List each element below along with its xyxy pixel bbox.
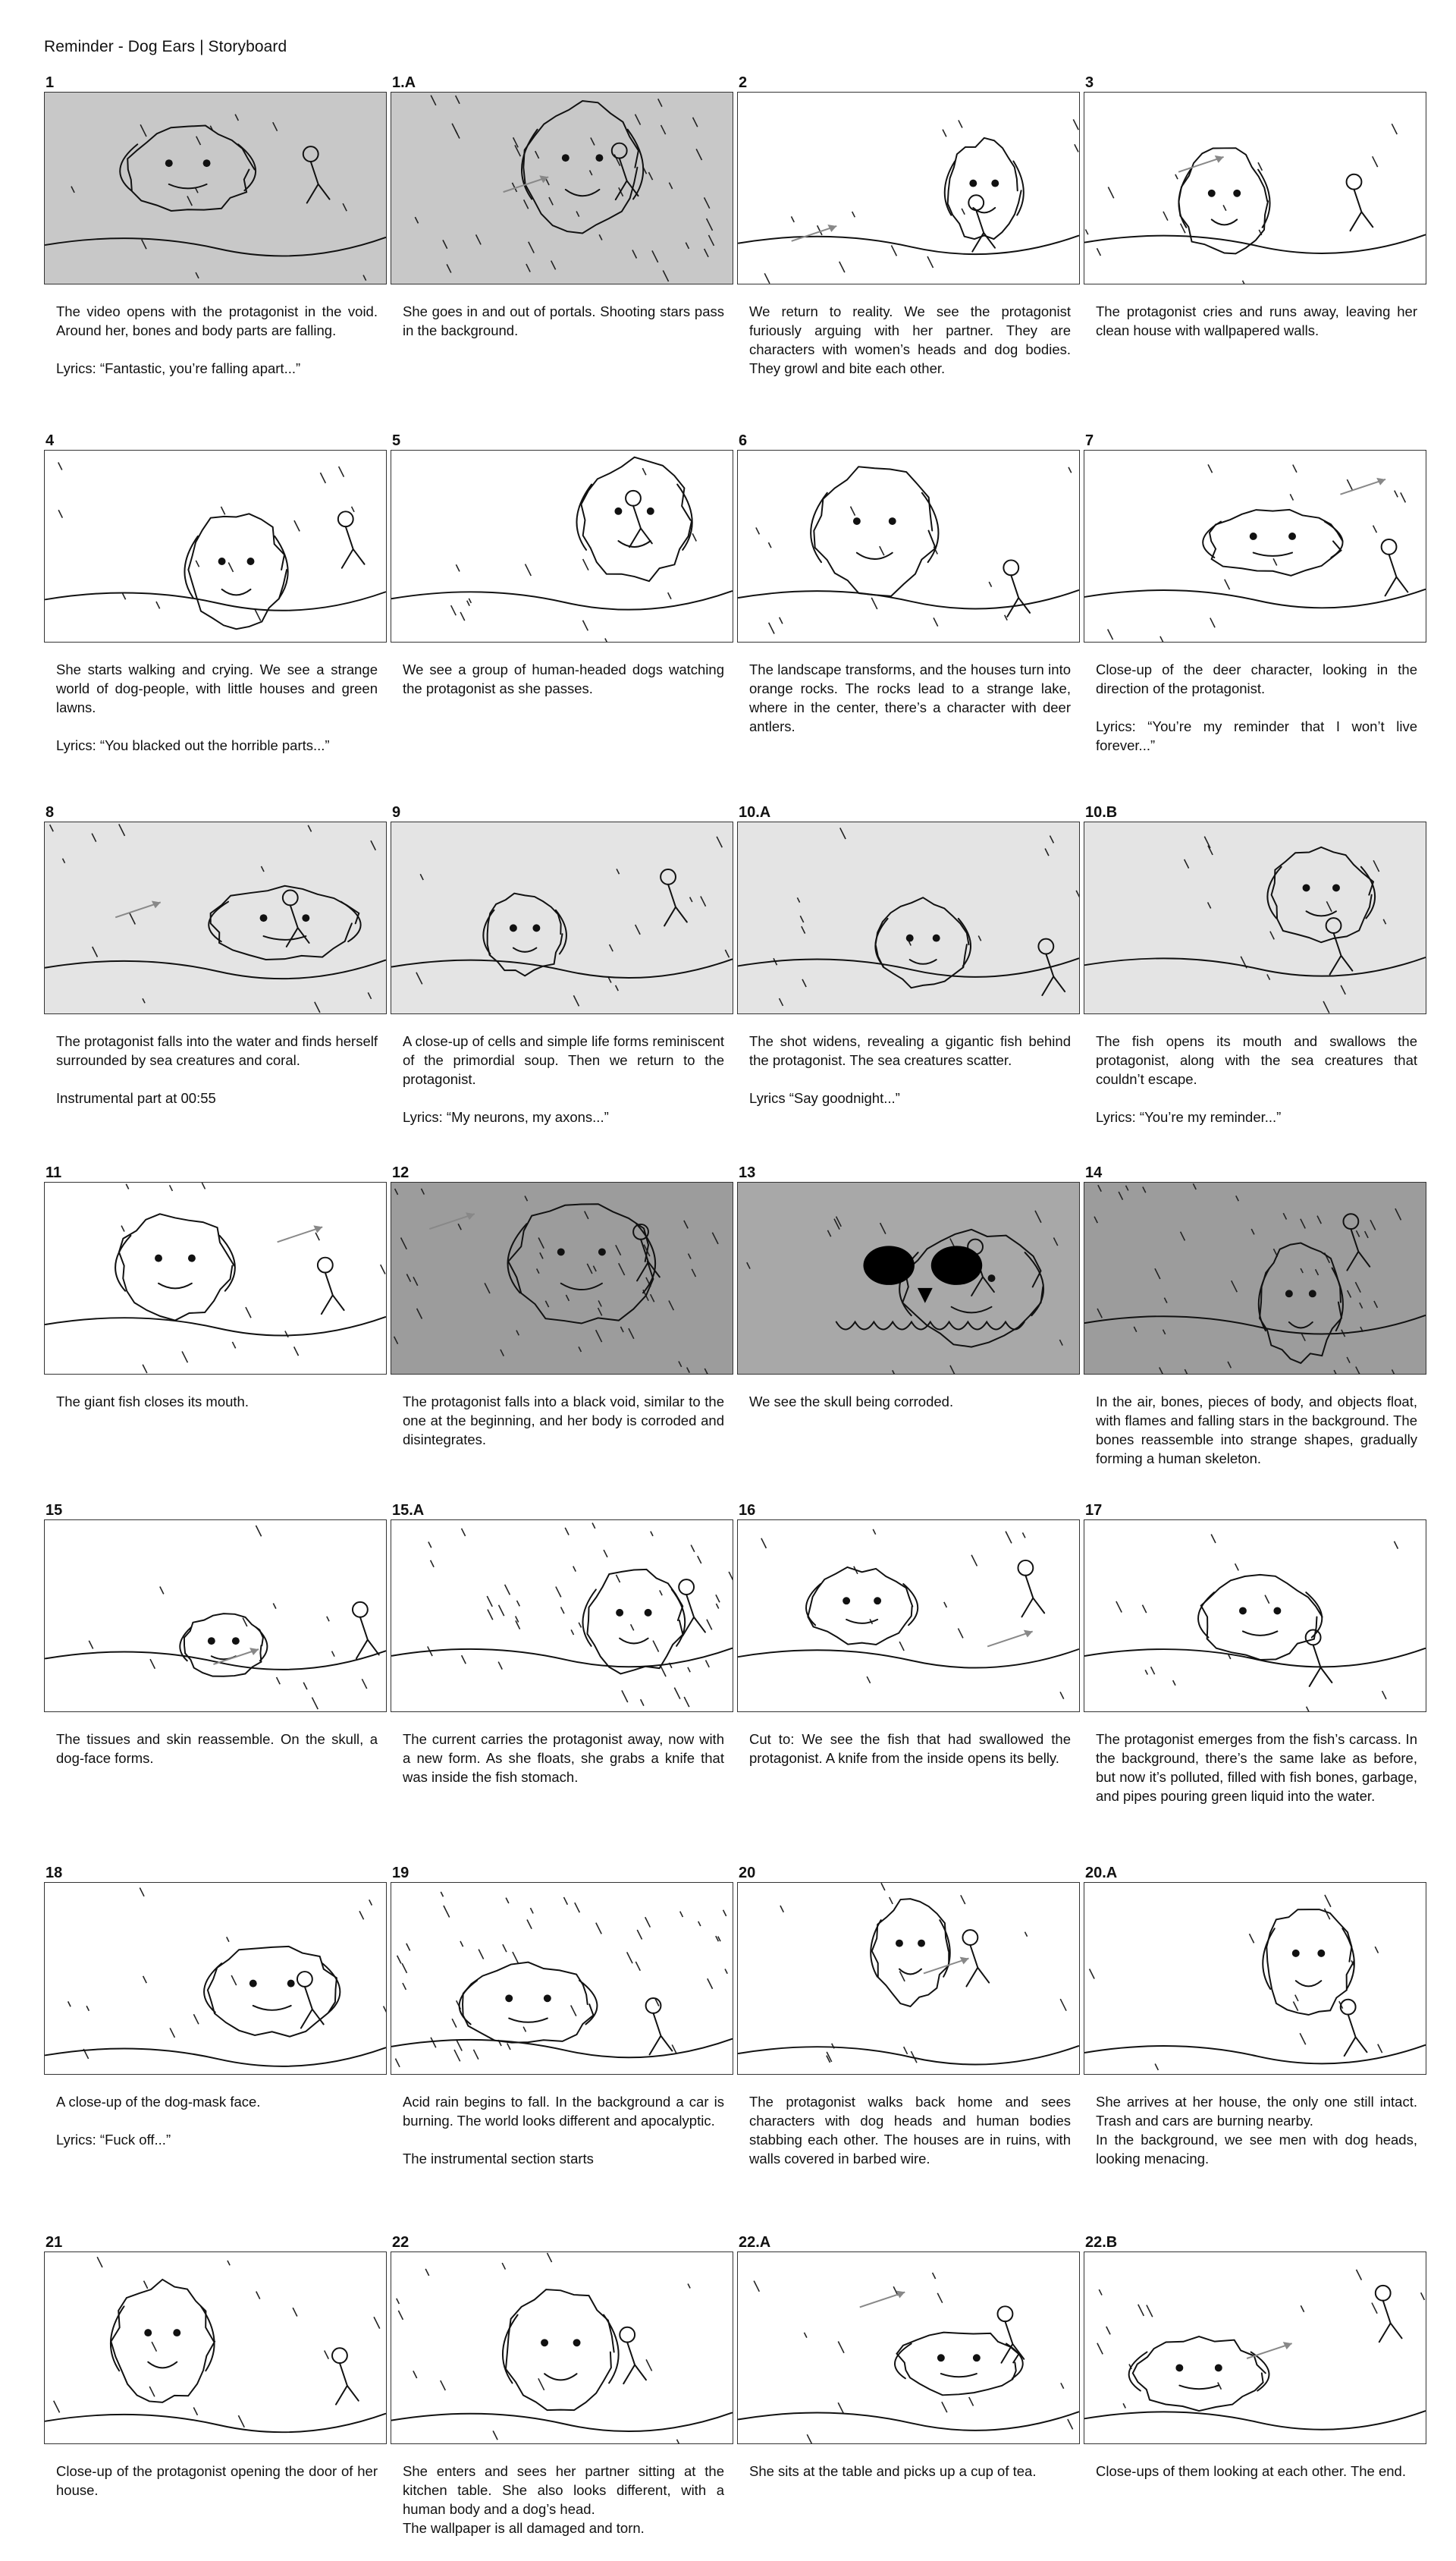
- panel-caption: The shot widens, revealing a gigantic fish behind the protagonist. The sea creatures scatter. Lyrics “Say goodnight...”: [749, 1033, 1071, 1106]
- panel-number: 1.A: [392, 74, 416, 91]
- panel-sketch-drawing: [45, 1183, 386, 1374]
- panel-sketch-drawing: [738, 93, 1079, 284]
- panel-sketch-frame: [391, 822, 733, 1014]
- panel-caption: A close-up of the dog-mask face. Lyrics: “Fuck off...”: [56, 2094, 261, 2148]
- panel-sketch-frame: [44, 2251, 387, 2444]
- panel-sketch-drawing: [45, 1520, 386, 1711]
- panel-number: 19: [392, 1865, 410, 1881]
- panel-number: 1: [46, 74, 55, 91]
- panel-sketch-frame: [1084, 1182, 1426, 1375]
- panel-caption: We see a group of human-headed dogs watching the protagonist as she passes.: [403, 661, 724, 696]
- panel-caption: In the air, bones, pieces of body, and objects float, with flames and falling stars in the background. The bones reassemble into strange shapes, gradually forming a human skeleton.: [1096, 1394, 1417, 1466]
- panel-sketch-drawing: [1084, 2252, 1426, 2443]
- panel-sketch-drawing: [738, 451, 1079, 642]
- panel-caption: The landscape transforms, and the houses turn into orange rocks. The rocks lead to a strange lake, where in the center, there’s a character with deer antlers.: [749, 661, 1071, 734]
- panel-caption: Close-up of the deer character, looking in the direction of the protagonist. Lyrics: “You’re my reminder that I won’t live forever...”: [1096, 661, 1417, 753]
- panel-sketch-drawing: [1084, 451, 1426, 642]
- panel-number: 3: [1085, 74, 1094, 91]
- panel-sketch-drawing: [45, 93, 386, 284]
- panel-sketch-drawing: [391, 451, 733, 642]
- panel-caption: She arrives at her house, the only one still intact. Trash and cars are burning nearby. In the background, we see men with dog heads, looking menacing.: [1096, 2094, 1417, 2167]
- panel-caption: Close-ups of them looking at each other. The end.: [1096, 2463, 1406, 2479]
- panel-sketch-frame: [391, 1882, 733, 2075]
- panel-sketch-frame: [391, 450, 733, 643]
- panel-sketch-drawing: [391, 2252, 733, 2443]
- panel-number: 5: [392, 432, 401, 449]
- panel-caption: Acid rain begins to fall. In the background a car is burning. The world looks different and apocalyptic. The instrumental section starts: [403, 2094, 724, 2167]
- panel-sketch-frame: [391, 1519, 733, 1712]
- panel-sketch-frame: [391, 92, 733, 284]
- panel-sketch-frame: [44, 822, 387, 1014]
- panel-caption: The protagonist walks back home and sees characters with dog heads and human bodies stabbing each other. The houses are in ruins, with walls covered in barbed wire.: [749, 2094, 1071, 2167]
- panel-number: 7: [1085, 432, 1094, 449]
- panel-number: 20: [739, 1865, 756, 1881]
- panel-sketch-frame: [737, 2251, 1080, 2444]
- panel-number: 10.B: [1085, 804, 1118, 821]
- panel-caption: She starts walking and crying. We see a strange world of dog-people, with little houses and green lawns. Lyrics: “You blacked out the horrible parts...”: [56, 661, 378, 753]
- panel-caption: We return to reality. We see the protagonist furiously arguing with her partner. They are characters with women’s heads and dog bodies. They growl and bite each other.: [749, 303, 1071, 376]
- panel-sketch-frame: [391, 1182, 733, 1375]
- panel-sketch-drawing: [45, 822, 386, 1013]
- panel-number: 22: [392, 2234, 410, 2251]
- panel-caption: Close-up of the protagonist opening the door of her house.: [56, 2463, 378, 2498]
- panel-number: 11: [46, 1164, 62, 1181]
- panel-sketch-frame: [44, 450, 387, 643]
- panel-sketch-frame: [737, 92, 1080, 284]
- panel-sketch-drawing: [1084, 822, 1426, 1013]
- panel-sketch-frame: [44, 1182, 387, 1375]
- panel-caption: The tissues and skin reassemble. On the skull, a dog-face forms.: [56, 1731, 378, 1766]
- panel-number: 12: [392, 1164, 410, 1181]
- panel-number: 15: [46, 1502, 63, 1519]
- panel-sketch-frame: [1084, 822, 1426, 1014]
- panel-sketch-frame: [1084, 1882, 1426, 2075]
- panel-number: 14: [1085, 1164, 1103, 1181]
- panel-number: 22.A: [739, 2234, 771, 2251]
- panel-sketch-drawing: [738, 1520, 1079, 1711]
- panel-caption: The protagonist cries and runs away, leaving her clean house with wallpapered walls.: [1096, 303, 1417, 338]
- panel-sketch-drawing: [391, 822, 733, 1013]
- panel-sketch-frame: [391, 2251, 733, 2444]
- panel-number: 16: [739, 1502, 756, 1519]
- panel-number: 22.B: [1085, 2234, 1118, 2251]
- panel-caption: She goes in and out of portals. Shooting stars pass in the background.: [403, 303, 724, 338]
- panel-sketch-frame: [1084, 2251, 1426, 2444]
- panel-sketch-drawing: [738, 1883, 1079, 2074]
- panel-caption: The protagonist falls into a black void, similar to the one at the beginning, and her body is corroded and disintegrates.: [403, 1394, 724, 1447]
- panel-caption: The protagonist falls into the water and finds herself surrounded by sea creatures and coral. Instrumental part at 00:55: [56, 1033, 378, 1106]
- document-title: Reminder - Dog Ears | Storyboard: [44, 38, 287, 55]
- panel-sketch-frame: [1084, 450, 1426, 643]
- panel-number: 17: [1085, 1502, 1103, 1519]
- panel-sketch-drawing: [738, 822, 1079, 1013]
- panel-sketch-drawing: [45, 451, 386, 642]
- panel-number: 8: [46, 804, 55, 821]
- panel-sketch-drawing: [391, 1183, 733, 1374]
- panel-caption: The protagonist emerges from the fish’s carcass. In the background, there’s the same lake as before, but now it’s polluted, filled with fish bones, garbage, and pipes pouring green liquid into the water.: [1096, 1731, 1417, 1804]
- panel-sketch-frame: [44, 92, 387, 284]
- panel-sketch-drawing: [1084, 93, 1426, 284]
- panel-caption: She sits at the table and picks up a cup of tea.: [749, 2463, 1037, 2479]
- panel-sketch-drawing: [45, 1883, 386, 2074]
- panel-caption: We see the skull being corroded.: [749, 1394, 954, 1409]
- panel-caption: Cut to: We see the fish that had swallowed the protagonist. A knife from the inside opens its belly.: [749, 1731, 1071, 1766]
- panel-number: 10.A: [739, 804, 771, 821]
- panel-caption: She enters and sees her partner sitting at the kitchen table. She also looks different, with a human body and a dog’s head. The wallpaper is all damaged and torn.: [403, 2463, 724, 2536]
- panel-sketch-frame: [1084, 1519, 1426, 1712]
- panel-caption: The giant fish closes its mouth.: [56, 1394, 249, 1409]
- panel-sketch-frame: [737, 1882, 1080, 2075]
- panel-number: 4: [46, 432, 55, 449]
- panel-sketch-drawing: [1084, 1520, 1426, 1711]
- panel-number: 15.A: [392, 1502, 425, 1519]
- panel-sketch-drawing: [391, 1883, 733, 2074]
- panel-sketch-drawing: [738, 1183, 1079, 1374]
- panel-sketch-frame: [44, 1882, 387, 2075]
- panel-sketch-drawing: [391, 1520, 733, 1711]
- panel-number: 2: [739, 74, 748, 91]
- panel-sketch-frame: [737, 1182, 1080, 1375]
- panel-number: 9: [392, 804, 401, 821]
- panel-sketch-drawing: [738, 2252, 1079, 2443]
- panel-sketch-drawing: [391, 93, 733, 284]
- panel-sketch-drawing: [1084, 1883, 1426, 2074]
- panel-number: 21: [46, 2234, 63, 2251]
- panel-caption: A close-up of cells and simple life forms reminiscent of the primordial soup. Then we return to the protagonist. Lyrics: “My neurons, my axons...”: [403, 1033, 724, 1125]
- panel-number: 13: [739, 1164, 756, 1181]
- panel-sketch-frame: [44, 1519, 387, 1712]
- panel-number: 18: [46, 1865, 63, 1881]
- panel-caption: The fish opens its mouth and swallows the protagonist, along with the sea creatures that couldn’t escape. Lyrics: “You’re my reminder...”: [1096, 1033, 1417, 1125]
- panel-sketch-frame: [737, 1519, 1080, 1712]
- panel-sketch-frame: [1084, 92, 1426, 284]
- panel-sketch-drawing: [1084, 1183, 1426, 1374]
- panel-sketch-frame: [737, 450, 1080, 643]
- panel-sketch-drawing: [45, 2252, 386, 2443]
- panel-number: 6: [739, 432, 748, 449]
- panel-caption: The current carries the protagonist away, now with a new form. As she floats, she grabs a knife that was inside the fish stomach.: [403, 1731, 724, 1785]
- panel-number: 20.A: [1085, 1865, 1118, 1881]
- panel-sketch-frame: [737, 822, 1080, 1014]
- panel-caption: The video opens with the protagonist in the void. Around her, bones and body parts are falling. Lyrics: “Fantastic, you’re falling apart...”: [56, 303, 378, 376]
